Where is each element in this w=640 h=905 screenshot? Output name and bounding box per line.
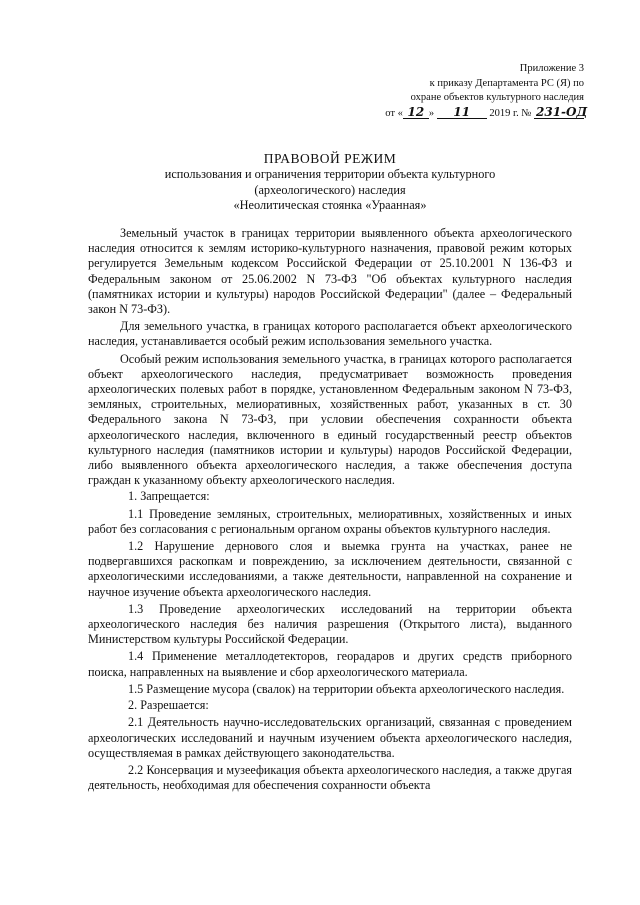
document-subtitle-3: «Неолитическая стоянка «Ураанная» — [233, 198, 427, 212]
document-body — [88, 226, 572, 793]
date-mid: » — [428, 107, 435, 119]
order-date-number-line — [374, 104, 588, 122]
handwritten-day: 12 — [403, 106, 429, 119]
paragraph: Особый режим использования земельного участка, в границах которого располагается объект археологического наследия, предусматривает возможность проведения археологических полевых работ в порядке, установленном Федеральным законом N 73-ФЗ, земляных, строительных, мелиоративных, хозяйственных работ, указанных в ст. 30 Федерального закона N 73-ФЗ, при условии обеспечения сохранности объекта археологического наследия, включенного в единый государственный реестр объектов культурного наследия (памятников истории и культуры) народов Российской Федерации, либо выявленного объекта археологического наследия, а также обеспечения доступа граждан к указанному объекту археологического наследия. — [88, 351, 572, 488]
section-1-item: 1.3 Проведение археологических исследований на территории объекта археологического наследия без наличия разрешения (Открытого листа), выданного Министерством культуры Российской Федерации. — [88, 601, 572, 647]
document-subtitle-2: (археологического) наследия — [254, 182, 406, 197]
section-1-heading: 1. Запрещается: — [128, 489, 210, 504]
order-reference-line-2: охране объектов культурного наследия — [410, 92, 584, 103]
handwritten-order-number: 231-ОД — [536, 104, 588, 119]
order-reference-line-1: к приказу Департамента РС (Я) по — [429, 77, 584, 89]
section-2-heading: 2. Разрешается: — [128, 698, 209, 713]
paragraph: Для земельного участка, в границах которого располагается объект археологического наследия, устанавливается особый режим использования земельного участка. — [88, 319, 572, 349]
section-1-item: 1.1 Проведение земляных, строительных, мелиоративных, хозяйственных и иных работ без согласования с региональным органом охраны объектов культурного наследия. — [88, 506, 572, 536]
appendix-header — [374, 62, 588, 121]
section-1-item: 1.4 Применение металлодетекторов, георадаров и других средств приборного поиска, направленных на выявление и сбор археологического материала. — [88, 649, 572, 679]
date-prefix: от « — [385, 107, 403, 119]
paragraph: Земельный участок в границах территории выявленного объекта археологического наследия относится к землям историко-культурного назначения, правовой режим которых регулируется Земельным кодексом Российской Федерации от 25.10.2001 N 136-ФЗ и Федеральным законом от 25.06.2002 N 73-ФЗ "Об объектах культурного наследия (памятниках истории и культуры) народов Российской Федерации" (далее – Федеральный закон N 73-ФЗ). — [88, 226, 572, 317]
section-2-item: 2.2 Консервация и музеефикация объекта археологического наследия, а также другая деятельность, необходимая для обеспечения сохранности объекта — [88, 762, 572, 793]
document-subtitle-1: использования и ограничения территории объекта культурного — [164, 167, 496, 181]
document-title: ПРАВОВОЙ РЕЖИМ — [263, 151, 397, 166]
year-and-number-label: 2019 г. № — [489, 107, 532, 119]
title-block — [90, 150, 570, 214]
handwritten-month: 11 — [437, 106, 487, 119]
appendix-label: Приложение 3 — [519, 63, 584, 74]
section-1-item: 1.2 Нарушение дернового слоя и выемка грунта на участках, ранее не подвергавшихся раскопкам и повреждению, за исключением деятельности, связанной с археологическими исследованиями, а также деятельности, направленной на сохранение и научное изучение объекта археологического наследия. — [88, 539, 572, 599]
section-2-item: 2.1 Деятельность научно-исследовательских организаций, связанная с проведением археологических исследований и научным изучением объекта археологического наследия, осуществляемая в рамках действующего законодательства. — [88, 715, 572, 760]
section-1-item: 1.5 Размещение мусора (свалок) на территории объекта археологического наследия. — [128, 681, 565, 696]
